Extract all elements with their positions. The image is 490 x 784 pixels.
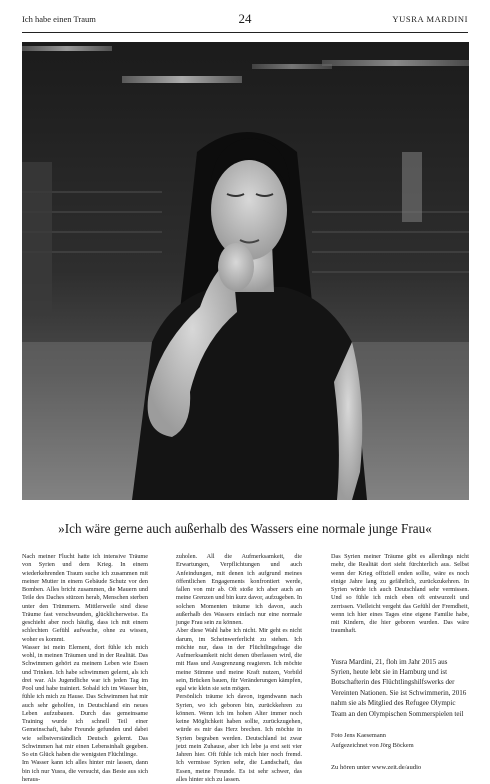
paragraph: zuholen. All die Aufmerksamkeit, die Erwartungen, Verpflichtungen und auch Anfeindungen, mit denen ich aufgrund meines öffentlichen Engagements konfrontiert werde, fallen von mir ab. Oft stoße ich aber auch an meine Grenzen und bin kurz davor, aufzugeben. In solchen Momenten träume ich davon, auch außerhalb des Wassers einfach nur eine normale junge Frau sein zu können. [176,553,302,626]
paragraph: Das Syrien meiner Träume gibt es allerdings nicht mehr, die Realität dort sieht fürchterlich aus. Selbst wenn der Krieg offiziell enden sollte, wäre es noch einige Jahre lang zu gefährlich, zurückzukehren. In Syrien würde ich auch Deutschland sehr vermissen. Und so fühle ich mich eben oft entwurzelt und zerrissen. Vielleicht vergeht das Gefühl der Fremdheit, wenn ich hier eines Tages eine eigene Familie habe, mit Kindern, die hier geboren wurden. Das wäre traumhaft. [331,553,469,635]
section-title: Ich habe einen Traum [22,14,96,24]
portrait-photo [22,42,469,500]
paragraph: Nach meiner Flucht hatte ich intensive Träume von Syrien und dem Krieg. In einem wiederkehrenden Traum suche ich zusammen mit meiner Mutter in einem Gebäude Schutz vor den Bomben. Alles bricht zusammen, die Mauern und Teile des Daches stürzen herab, Menschen sterben unter den Trümmern. Mittlerweile sind diese Träume fast verschwunden, glücklicherweise. Es geschieht aber noch häufig, dass ich mit einem schlechten Gefühl aufwache, ohne zu wissen, woher es kommt. [22,553,148,643]
text-column-1 [22,553,148,784]
paragraph: Aber diese Wahl habe ich nicht. Mir geht es nicht darum, im Scheinwerferlicht zu stehen. Ich möchte nur, dass in der Flüchtlingsfrage die Aufmerksamkeit nicht denen überlassen wird, die mit Hass und Ausgrenzung reagieren. Ich möchte meine Stimme und meine Kraft nutzen, Vorbild sein, Brücken bauen, für Veränderungen kämpfen, egal wie klein sie sein mögen. [176,627,302,692]
text-credit: Aufgezeichnet von Jörg Böckem [331,741,414,749]
audio-link[interactable]: Zu hören unter www.zeit.de/audio [331,763,422,771]
photo-credit: Foto Jens Kaesemann [331,731,386,739]
headline-quote: »Ich wäre gerne auch außerhalb des Wassers eine normale junge Frau« [58,521,432,536]
author-name: YUSRA MARDINI [392,14,468,24]
page-header [22,11,468,30]
text-column-3 [331,553,469,773]
credits [331,731,469,751]
paragraph: Persönlich träume ich davon, irgendwann nach Syrien, wo ich geboren bin, zurückkehren zu können. Wenn ich im hohen Alter immer noch keine Möglichkeit haben sollte, zurückzugehen, würde es mir das Herz brechen. Ich möchte in Syrien begraben werden. Deutschland ist zwar jetzt mein Zuhause, aber ich lebe ja erst seit vier Jahren hier. Oft fühle ich mich hier noch fremd. Ich vermisse Syrien sehr, die Landschaft, das Essen, meine Freunde. Es ist sehr schwer, das alles hinter sich zu lassen. [176,693,302,783]
portrait-illustration [22,42,469,500]
header-rule [22,32,468,33]
paragraph: Wasser ist mein Element, dort fühle ich mich wohl, in meinen Träumen und in der Realität. Das Schwimmen gehört zu meinem Leben wie Essen und Trinken. Ich habe schwimmen gelernt, als ich drei war. Als Jugendliche war ich jeden Tag im Pool und habe trainiert. Sobald ich im Wasser bin, fühle ich mich zu Hause. Das Schwimmen hat mir auch sehr geholfen, in Deutschland ein neues Leben aufzubauen. Durch das gemeinsame Training wurde ich schnell Teil einer Gemeinschaft, habe Freunde gefunden und dabei wie selbstverständlich Deutsch gelernt. Das Schwimmen hat mir einen Lebensinhalt gegeben. So ein Glück haben die wenigsten Flüchtlinge. [22,643,148,758]
page-number: 24 [238,11,252,26]
paragraph: Im Wasser kann ich alles hinter mir lassen, dann bin ich nur Yusra, die versucht, das Beste aus sich heraus- [22,759,148,783]
text-column-2 [176,553,302,784]
author-bio: Yusra Mardini, 21, floh im Jahr 2015 aus Syrien, heute lebt sie in Hamburg und ist Botschafterin des Flüchtlingshilfswerks der Vereinten Nationen. Sie ist Schwimmerin, 2016 nahm sie als Mitglied des Refugee Olympic Team an den Olympischen Sommerspielen teil [331,657,467,718]
